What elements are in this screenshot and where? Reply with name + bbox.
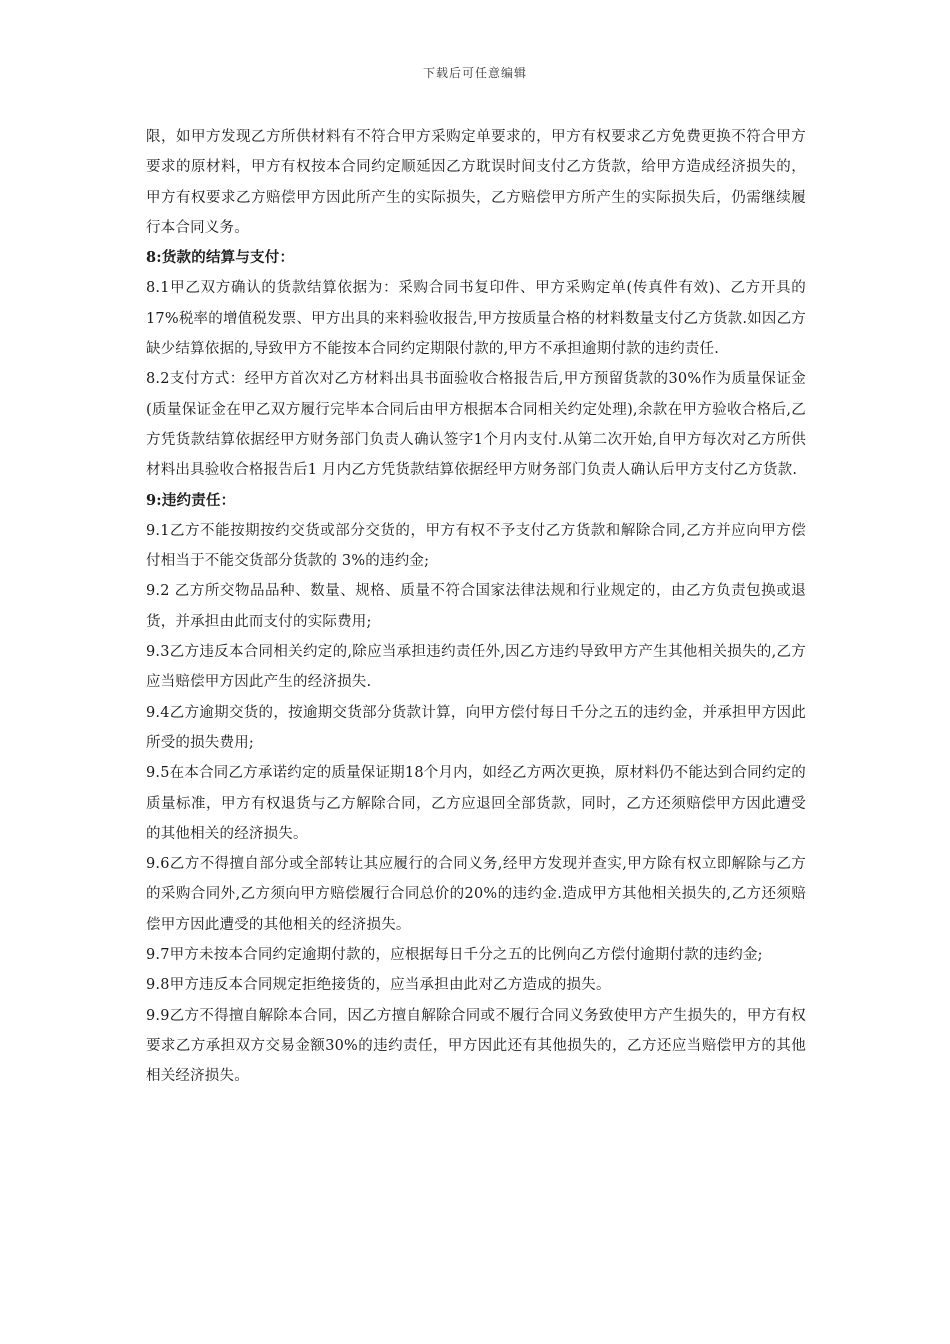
document-body [146, 122, 806, 1092]
section-heading-payment: 8:货款的结算与支付： [146, 249, 295, 267]
clause-9-4: 9.4乙方逾期交货的，按逾期交货部分货款计算，向甲方偿付每日千分之五的违约金，并承担甲方因此所受的损失费用; [146, 704, 806, 751]
clause-9-6: 9.6乙方不得擅自部分或全部转让其应履行的合同义务,经甲方发现并查实,甲方除有权立即解除与乙方的采购合同外,乙方须向甲方赔偿履行合同总价的20%的违约金.造成甲方其他相关损失的,乙方还须赔偿甲方因此遭受的其他相关的经济损失。 [146, 856, 806, 933]
clause-9-8: 9.8甲方违反本合同规定拒绝接货的，应当承担由此对乙方造成的损失。 [146, 977, 611, 994]
clause-8-2: 8.2支付方式：经甲方首次对乙方材料出具书面验收合格报告后,甲方预留货款的30%作为质量保证金(质量保证金在甲乙双方履行完毕本合同后由甲方根据本合同相关约定处理),余款在甲方验收合格后,乙方凭货款结算依据经甲方财务部门负责人确认签字1个月内支付.从第二次开始,自甲方每次对乙方所供材料出具验收合格报告后1 月内乙方凭货款结算依据经甲方财务部门负责人确认后甲方支付乙方货款. [146, 371, 806, 479]
clause-9-3: 9.3乙方违反本合同相关约定的,除应当承担违约责任外,因乙方违约导致甲方产生其他相关损失的,乙方应当赔偿甲方因此产生的经济损失. [146, 644, 806, 691]
clause-9-7: 9.7甲方未按本合同约定逾期付款的，应根据每日千分之五的比例向乙方偿付逾期付款的违约金; [146, 947, 763, 964]
paragraph-continuation: 限，如甲方发现乙方所供材料有不符合甲方采购定单要求的，甲方有权要求乙方免费更换不符合甲方要求的原材料，甲方有权按本合同约定顺延因乙方耽误时间支付乙方货款，给甲方造成经济损失的，甲方有权要求乙方赔偿甲方因此所产生的实际损失，乙方赔偿甲方所产生的实际损失后，仍需继续履行本合同义务。 [146, 129, 806, 236]
clause-9-9: 9.9乙方不得擅自解除本合同，因乙方擅自解除合同或不履行合同义务致使甲方产生损失的，甲方有权要求乙方承担双方交易金额30%的违约责任，甲方因此还有其他损失的，乙方还应当赔偿甲方的其他相关经济损失。 [146, 1007, 806, 1085]
section-heading-liability: 9:违约责任： [146, 491, 236, 509]
clause-9-5: 9.5在本合同乙方承诺约定的质量保证期18个月内，如经乙方两次更换，原材料仍不能达到合同约定的质量标准，甲方有权退货与乙方解除合同，乙方应退回全部货款，同时，乙方还须赔偿甲方因此遭受的其他相关的经济损失。 [146, 765, 806, 842]
clause-8-1: 8.1甲乙双方确认的货款结算依据为：采购合同书复印件、甲方采购定单(传真件有效)、乙方开具的17%税率的增值税发票、甲方出具的来料验收报告,甲方按质量合格的材料数量支付乙方货款.如因乙方缺少结算依据的,导致甲方不能按本合同约定期限付款的,甲方不承担逾期付款的违约责任. [146, 280, 806, 358]
clause-9-1: 9.1乙方不能按期按约交货或部分交货的，甲方有权不予支付乙方货款和解除合同,乙方并应向甲方偿付相当于不能交货部分货款的 3%的违约金; [146, 522, 806, 570]
clause-9-2: 9.2 乙方所交物品品种、数量、规格、质量不符合国家法律法规和行业规定的，由乙方负责包换或退货，并承担由此而支付的实际费用; [146, 583, 806, 630]
page-header: 下载后可任意编辑 [422, 66, 527, 80]
